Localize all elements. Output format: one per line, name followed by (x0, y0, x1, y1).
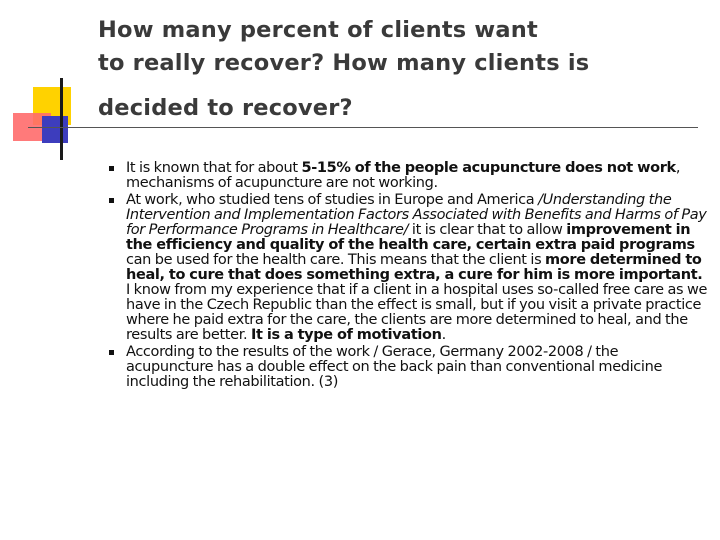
bullet-text-run: improvement in the efficiency and quality of the health care, certain extra paid programs (126, 222, 695, 253)
title-line-3: decided to recover? (98, 95, 353, 121)
bullet-text-run: It is a type of motivation (251, 327, 442, 343)
bullet-text-run: , mechanisms of acupuncture are not working. (126, 160, 681, 191)
decor-vertical-line (60, 78, 63, 160)
bullet-text-run: . (441, 327, 446, 343)
bullet-text-run: I know from my experience that if a client in a hospital uses so-called free care as we have in the Czech Republic than the effect is small, but if you visit a private practice where he paid extra for the care, the clients are more determined to heal, and the results are better. (126, 282, 708, 343)
slide-title (98, 14, 698, 125)
bullet-text-run: 5-15% of the people acupuncture does not work (301, 160, 676, 176)
bullet-text-run: can be used for the health care. This means that the client is (126, 252, 546, 268)
bullet-text (126, 192, 707, 343)
bullet-text-run: more determined to heal, to cure that does something extra, a cure for him is more important. (126, 252, 703, 283)
title-divider (28, 127, 698, 128)
bullet-text (126, 160, 680, 191)
bullet-text-run: /Understanding the Intervention and Implementation Factors Associated with Benefits and Harms of Pay for Performance Programs in Healthcare/ (126, 192, 707, 238)
bullet-item (112, 193, 708, 343)
bullet-icon (109, 166, 114, 171)
bullet-icon (109, 350, 114, 355)
bullet-text-run: According to the results of the work / Gerace, Germany 2002-2008 / the acupuncture has a double effect on the back pain than conventional medicine including the rehabilitation. (3) (126, 344, 663, 390)
bullet-item (112, 345, 708, 390)
title-line-2: to really recover? How many clients is (98, 50, 590, 76)
bullet-text-run: At work, who studied tens of studies in Europe and America (126, 192, 539, 208)
title-line-1: How many percent of clients want (98, 17, 538, 43)
bullet-icon (109, 198, 114, 203)
bullet-text-run: It is known that for about (126, 160, 302, 176)
bullet-text-run: it is clear that to allow (408, 222, 567, 238)
decor-blue-square (42, 116, 68, 143)
bullet-list (112, 161, 708, 392)
bullet-item (112, 161, 708, 191)
bullet-text (126, 344, 662, 390)
